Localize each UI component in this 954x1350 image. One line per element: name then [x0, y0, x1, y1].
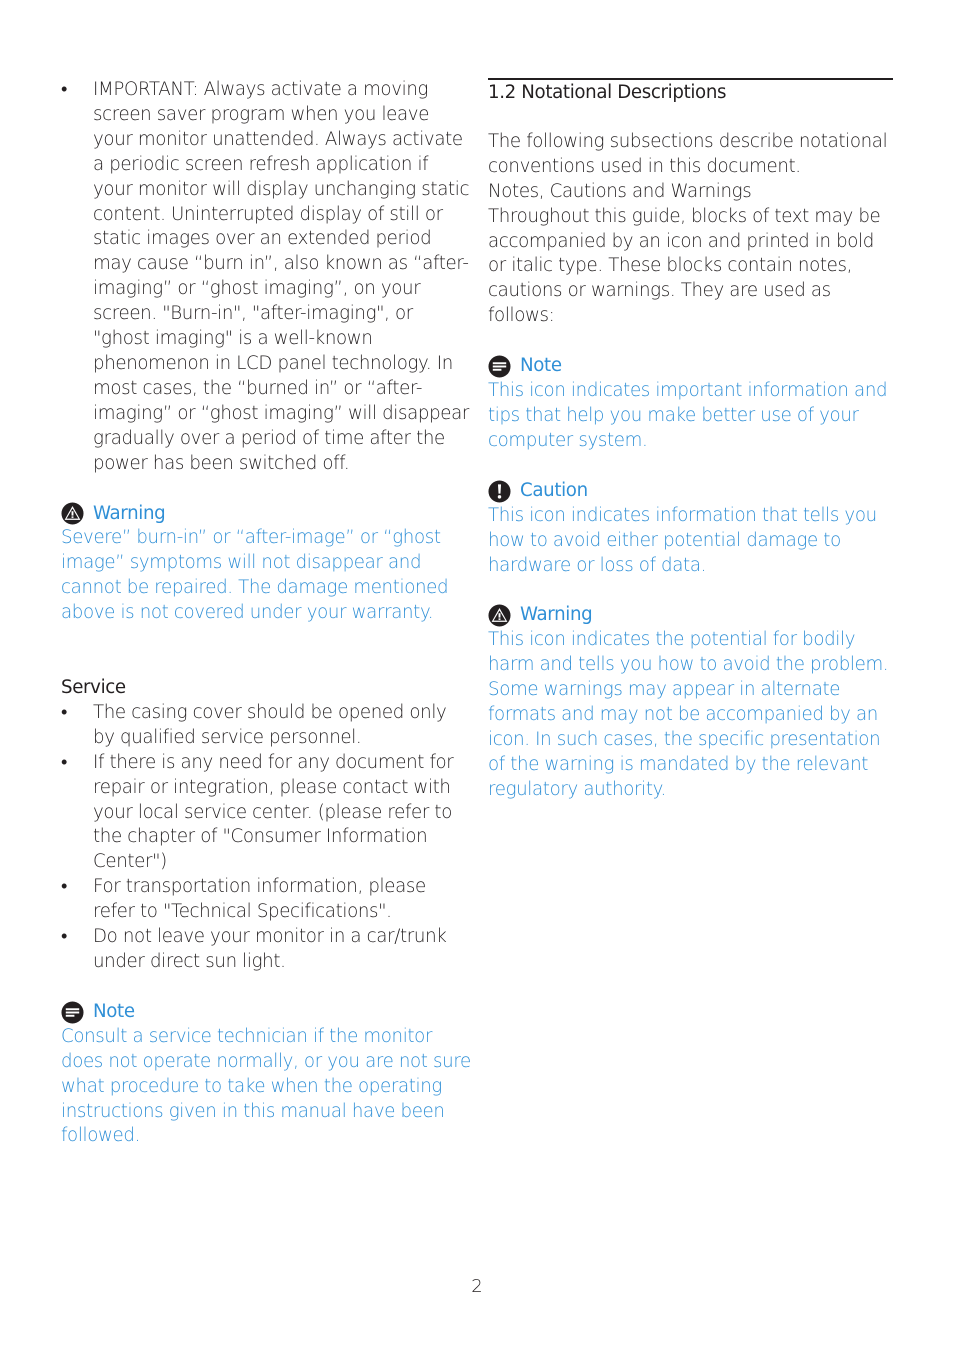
note-icon: [61, 1001, 84, 1024]
note-title: Note: [520, 355, 562, 377]
warning-title: Warning: [93, 502, 166, 524]
caution-callout: [488, 479, 893, 579]
service-heading: Service: [61, 677, 126, 699]
list-item: [61, 875, 471, 925]
intro-text: The following subsections describe notational conventions used in this document.: [488, 130, 888, 177]
service-item-text: The casing cover should be opened only by qualified service personnel.: [93, 701, 447, 748]
warning-triangle-icon: [61, 502, 84, 525]
caution-exclamation-icon: [488, 480, 511, 503]
service-item-text: Do not leave your monitor in a car/trunk under direct sun light.: [93, 926, 447, 972]
note-text: Consult a service technician if the monitor does not operate normally, or you are not sure what procedure to take when the operating instructions given in this manual have been followed.: [61, 1025, 471, 1147]
caution-title: Caution: [520, 479, 588, 501]
warning-text: Severe” burn-in” or “after-image” or “ghost image” symptoms will not disappear and cannot be repaired. The damage mentioned above is not covered under your warranty.: [61, 527, 449, 624]
note-callout: [61, 1000, 471, 1149]
section-title: 1.2 Notational Descriptions: [488, 78, 893, 106]
note-icon: [488, 355, 511, 378]
warning-callout: [488, 603, 893, 802]
warning-triangle-icon: [488, 604, 511, 627]
note-header: [61, 1000, 471, 1025]
right-column: [488, 78, 893, 803]
note-text: This icon indicates important information and tips that help you make better use of your computer system.: [488, 380, 888, 451]
important-text: IMPORTANT: Always activate a moving screen saver program when you leave your monitor unattended. Always activate a periodic screen refresh application if your monitor will display unchanging static content. Uninterrupted display of still or static images over an extended period may cause “burn in”, also known as “after-imaging” or “ghost imaging”, on your screen. "Burn-in", "after-imaging", or "ghost imaging" is a well-known phenomenon in LCD panel technology. In most cases, the “burned in” or “after-imaging” or “ghost imaging” will disappear gradually over a period of time after the power has been switched off.: [93, 79, 470, 474]
list-item: [61, 751, 471, 876]
bullet: •: [61, 79, 68, 100]
warning-text-2: Some warnings may appear in alternate formats and may not be accompanied by an icon. In such cases, the specific presentation of the warning is mandated by the relevant regulatory authority.: [488, 679, 881, 800]
service-list: [61, 701, 471, 975]
warning-title: Warning: [520, 604, 593, 626]
caution-text: This icon indicates information that tells you how to avoid either potential damage to hardware or loss of data.: [488, 504, 877, 576]
bullet: •: [61, 926, 68, 948]
warning-header: [61, 502, 471, 527]
page-number: 2: [471, 1276, 483, 1297]
body-text: Throughout this guide, blocks of text may be accompanied by an icon and printed in bold or italic type. These blocks contain notes, cautions or warnings. They are used as follows:: [488, 205, 881, 327]
warning-text-1: This icon indicates the potential for bodily harm and tells you how to avoid the problem.: [488, 629, 889, 676]
warning-header: [488, 603, 893, 628]
note-callout: [488, 354, 893, 454]
list-item: [61, 78, 471, 477]
note-header: [488, 354, 893, 379]
subheading: Notes, Cautions and Warnings: [488, 180, 752, 202]
note-title: Note: [93, 1000, 135, 1022]
warning-callout: [61, 502, 471, 627]
bullet: •: [61, 751, 68, 773]
caution-header: [488, 479, 893, 504]
service-item-text: For transportation information, please refer to "Technical Specifications".: [93, 876, 426, 923]
bullet: •: [61, 701, 68, 723]
important-list: [61, 78, 471, 477]
left-column: [61, 78, 471, 1149]
list-item: [61, 925, 471, 975]
service-item-text: If there is any need for any document for repair or integration, please contact with your local service center. (please refer to the chapter of "Consumer Information Center"): [93, 751, 454, 873]
bullet: •: [61, 876, 68, 898]
list-item: [61, 701, 471, 751]
